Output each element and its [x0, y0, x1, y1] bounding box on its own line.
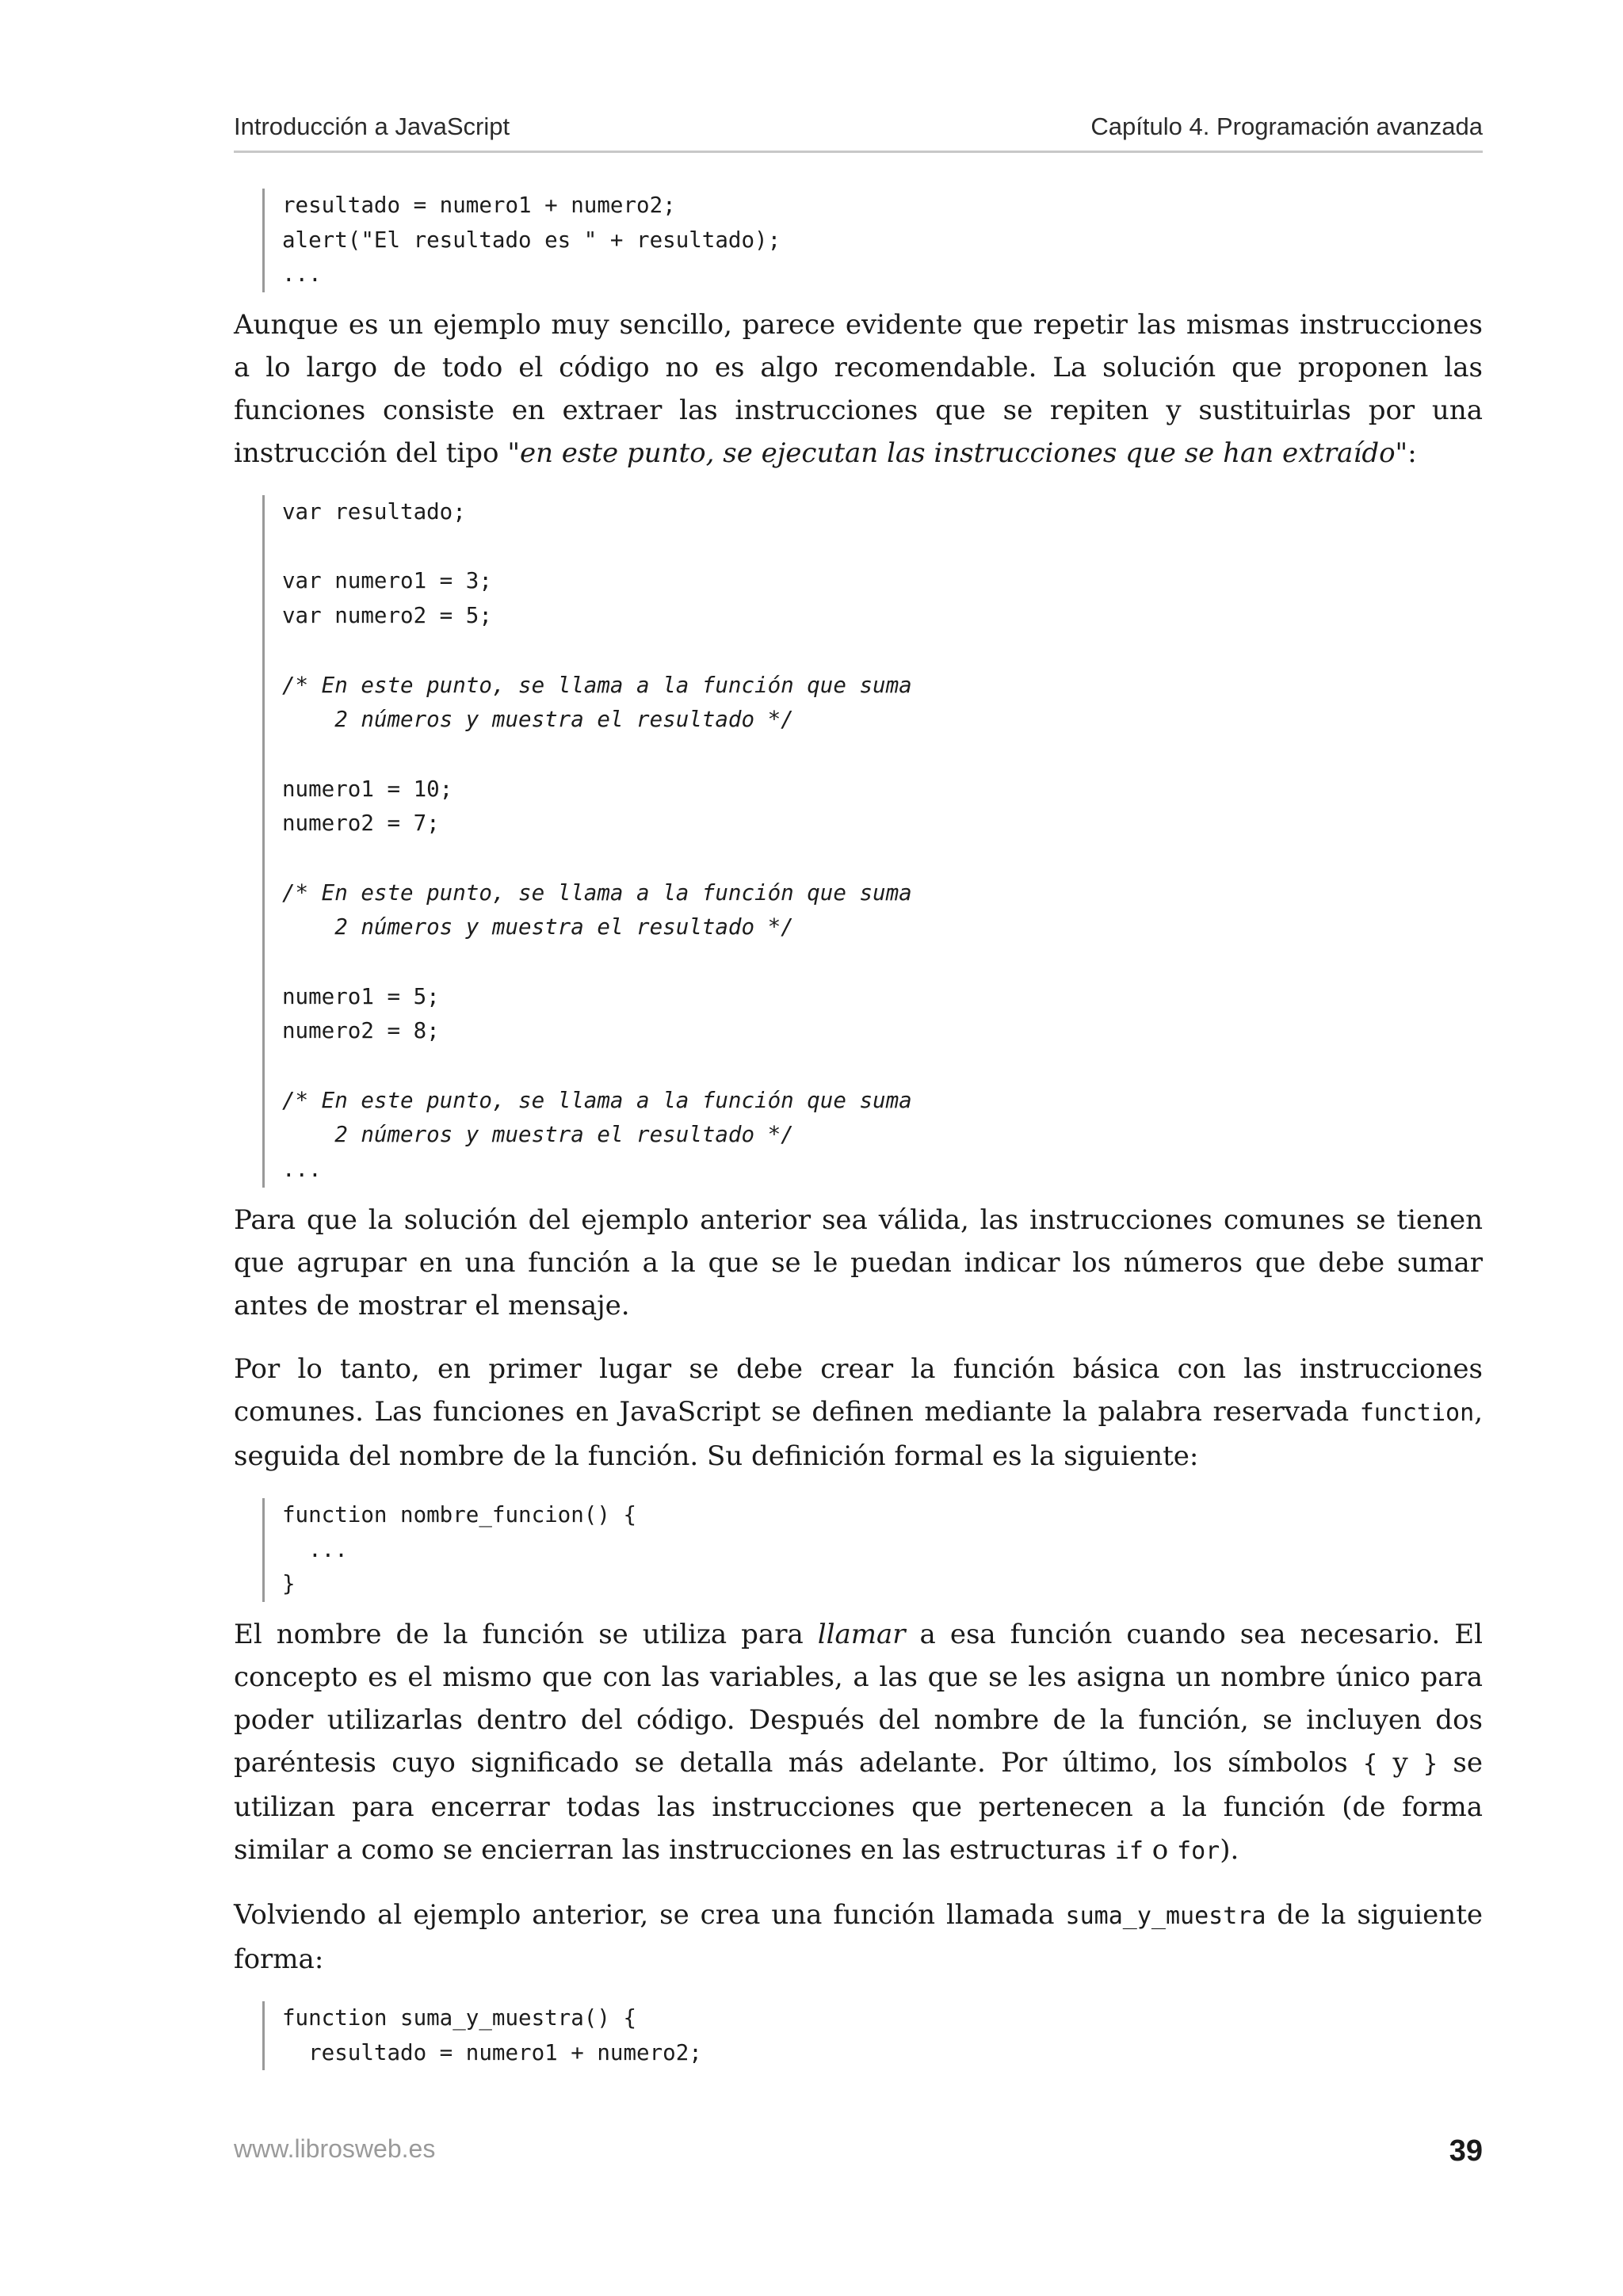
inline-code: } [1423, 1749, 1438, 1778]
inline-code: function [1359, 1398, 1475, 1427]
paragraph-text: a esa función cuando sea necesario. El concepto es el mismo que con las variables, a las que se les asigna un nombre único para poder utilizarlas dentro del código. Después del nombre de la función, se incluyen dos paréntesis cuyo significado se detalla más adelante. Por último, los símbolos [234, 1618, 1483, 1779]
code-line: resultado = numero1 + numero2; [282, 2039, 702, 2065]
inline-code: for [1177, 1836, 1220, 1865]
code-line: numero2 = 8; [282, 1018, 440, 1044]
code-line [282, 945, 1483, 980]
paragraph-text: El nombre de la función se utiliza para [234, 1618, 818, 1650]
paragraph-text: Por lo tanto, en primer lugar se debe crear la función básica con las instrucciones comunes. Las funciones en JavaScript se definen mediante la palabra reservada [234, 1352, 1483, 1428]
code-comment-line: 2 números y muestra el resultado */ [282, 707, 794, 733]
paragraph-text: , seguida del nombre de la función. Su definición formal es la siguiente: [234, 1395, 1483, 1472]
code-line [282, 530, 1483, 565]
paragraph [234, 1613, 1483, 1873]
code-line: numero1 = 10; [282, 776, 453, 802]
header-chapter-title: Capítulo 4. Programación avanzada [1090, 113, 1483, 140]
paragraph [234, 1894, 1483, 1981]
code-line: var numero1 = 3; [282, 568, 492, 594]
header-book-title: Introducción a JavaScript [234, 113, 510, 140]
footer-website-link[interactable]: www.librosweb.es [234, 2134, 436, 2163]
code-line: var numero2 = 5; [282, 603, 492, 629]
code-line: function nombre_funcion() { [282, 1501, 637, 1527]
paragraph-text: de la siguiente forma: [234, 1898, 1483, 1975]
code-line [282, 634, 1483, 669]
code-line: ... [282, 1157, 322, 1183]
code-line: numero2 = 7; [282, 810, 440, 837]
inline-code: suma_y_muestra [1065, 1901, 1266, 1930]
code-line: function suma_y_muestra() { [282, 2004, 637, 2031]
paragraph [234, 1348, 1483, 1478]
paragraph-text: y [1377, 1746, 1424, 1779]
code-block [262, 189, 1483, 292]
inline-code: if [1114, 1836, 1144, 1865]
code-line: alert("El resultado es " + resultado); [282, 227, 781, 253]
paragraph [234, 1199, 1483, 1327]
code-comment-line: /* En este punto, se llama a la función que suma [282, 672, 912, 698]
code-line [282, 1049, 1483, 1084]
code-line: resultado = numero1 + numero2; [282, 193, 676, 218]
code-line: numero1 = 5; [282, 983, 440, 1009]
code-line: ... [282, 1536, 348, 1562]
code-line [282, 841, 1483, 876]
paragraph-text: o [1143, 1833, 1178, 1866]
paragraph-italic: llamar [817, 1618, 906, 1650]
page-header [234, 109, 1483, 153]
code-line [282, 738, 1483, 772]
code-line: var resultado; [282, 499, 466, 525]
code-block [262, 1498, 1483, 1602]
paragraph-text: ). [1220, 1833, 1239, 1866]
paragraph-text: Volviendo al ejemplo anterior, se crea una función llamada [234, 1898, 1066, 1931]
code-comment-line: /* En este punto, se llama a la función que suma [282, 879, 912, 906]
paragraph [234, 303, 1483, 475]
page-content [234, 174, 1483, 2081]
paragraph-text: Aunque es un ejemplo muy sencillo, parece evidente que repetir las mismas instrucciones a lo largo de todo el código no es algo recomendable. La solución que proponen las funciones consiste en extraer las instrucciones que se repiten y sustituirlas por una instrucción del tipo [234, 309, 1483, 470]
inline-code: { [1363, 1749, 1378, 1778]
paragraph-text: Para que la solución del ejemplo anterior sea válida, las instrucciones comunes se tienen que agrupar en una función a la que se le puedan indicar los números que debe sumar antes de mostrar el mensaje. [234, 1203, 1483, 1322]
code-line: } [282, 1571, 296, 1597]
paragraph-text: se utilizan para encerrar todas las instrucciones que pertenecen a la función (de forma similar a como se encierran las instrucciones en las estructuras [234, 1746, 1483, 1866]
page-number: 39 [1449, 2134, 1483, 2168]
code-comment-line: 2 números y muestra el resultado */ [282, 914, 794, 940]
code-comment-line: 2 números y muestra el resultado */ [282, 1122, 794, 1148]
paragraph-text: : [1407, 437, 1417, 470]
code-comment-line: /* En este punto, se llama a la función que suma [282, 1087, 912, 1113]
paragraph-italic-quote: "en este punto, se ejecutan las instrucciones que se han extraído" [507, 437, 1408, 470]
code-block [262, 2001, 1483, 2070]
code-line: ... [282, 261, 322, 288]
code-block [262, 495, 1483, 1188]
